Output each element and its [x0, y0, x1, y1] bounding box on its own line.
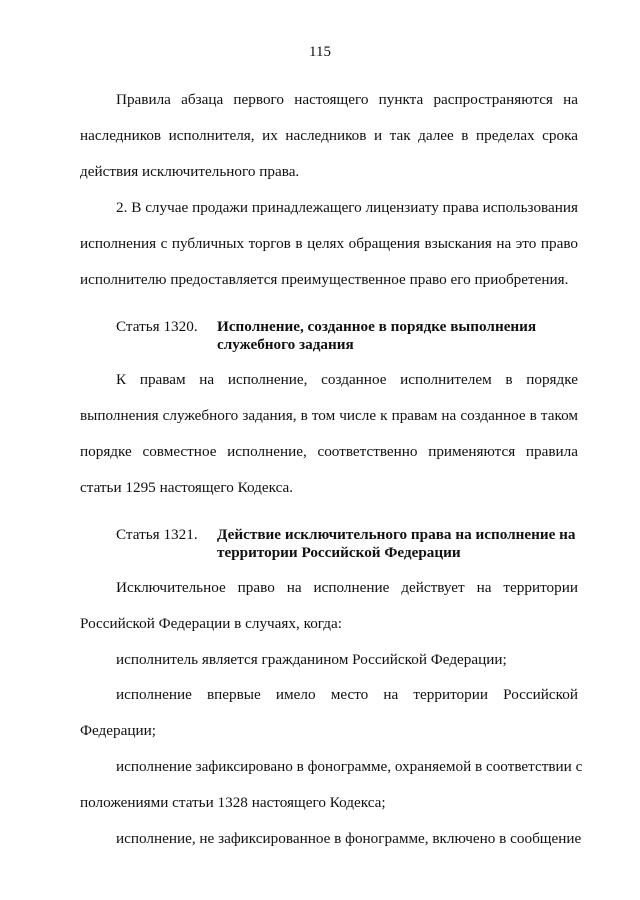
paragraph-line: исполнения с публичных торгов в целях обращения взыскания на это право — [80, 235, 578, 252]
article-number: Статья 1321. — [116, 526, 198, 543]
article-title: Исполнение, созданное в порядке выполнения — [217, 318, 537, 335]
paragraph-line: статьи 1295 настоящего Кодекса. — [80, 479, 294, 496]
paragraph-line: Правила абзаца первого настоящего пункта распространяются на — [116, 91, 578, 108]
paragraph-line: Федерации; — [80, 722, 156, 739]
paragraph-line: исполнение впервые имело место на территории Российской — [116, 686, 578, 703]
paragraph-line: 2. В случае продажи принадлежащего лицензиату права использования — [116, 199, 578, 216]
paragraph-line: выполнения служебного задания, в том числе к правам на созданное в таком — [80, 407, 578, 424]
paragraph-line: исполнитель является гражданином Российской Федерации; — [116, 651, 507, 668]
paragraph-line: исполнение зафиксировано в фонограмме, охраняемой в соответствии с — [116, 758, 583, 775]
article-number: Статья 1320. — [116, 318, 198, 335]
paragraph-line: исполнителю предоставляется преимущественное право его приобретения. — [80, 271, 569, 288]
article-title: территории Российской Федерации — [217, 544, 461, 561]
paragraph-line: исполнение, не зафиксированное в фонограмме, включено в сообщение — [116, 830, 582, 847]
paragraph-line: действия исключительного права. — [80, 163, 300, 180]
paragraph-line: порядке совместное исполнение, соответственно применяются правила — [80, 443, 578, 460]
page-number: 115 — [309, 44, 331, 60]
paragraph-line: Исключительное право на исполнение действует на территории — [116, 579, 578, 596]
article-title: служебного задания — [217, 336, 354, 353]
article-title: Действие исключительного права на исполнение на — [217, 526, 576, 543]
paragraph-line: Российской Федерации в случаях, когда: — [80, 615, 342, 632]
paragraph-line: наследников исполнителя, их наследников и так далее в пределах срока — [80, 127, 578, 144]
paragraph-line: К правам на исполнение, созданное исполнителем в порядке — [116, 371, 578, 388]
paragraph-line: положениями статьи 1328 настоящего Кодекса; — [80, 794, 386, 811]
